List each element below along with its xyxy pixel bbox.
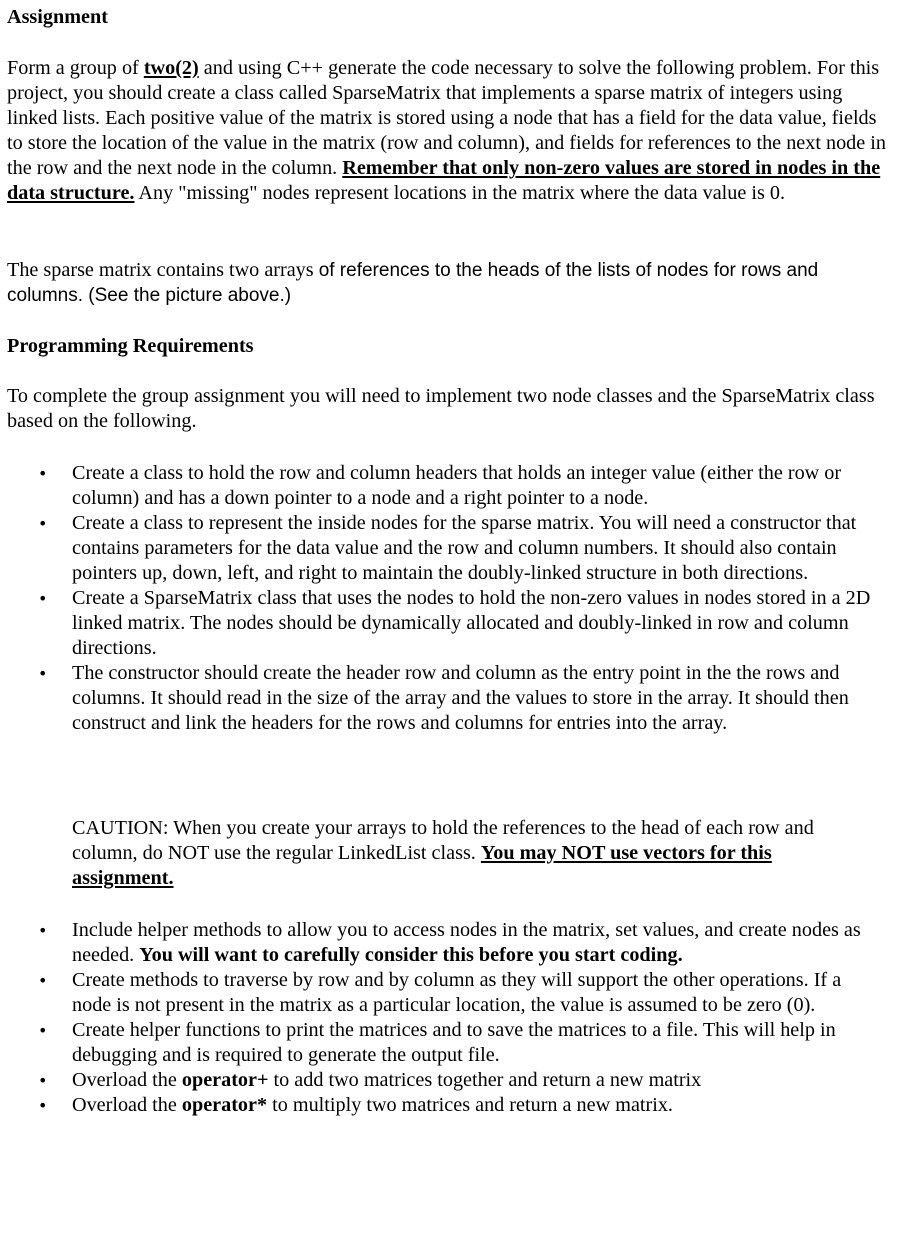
- requirements-list-1: [0, 461, 890, 736]
- list-item: [0, 1068, 872, 1093]
- list-item: • Create a class to represent the inside nodes for the sparse matrix. You will need a constructor that contains parameters for the data value and the row and column numbers. It should also contain pointers up, down, left, and right to maintain the doubly-linked structure in both directions.: [0, 511, 872, 586]
- arrays-paragraph: [7, 258, 887, 308]
- intro-text-1: Form a group of: [7, 57, 144, 79]
- overload-text: Overload the: [72, 1069, 182, 1091]
- intro-text-3: Any "missing" nodes represent locations in the matrix where the data value is 0.: [134, 182, 786, 204]
- list-item: • Create a class to hold the row and column headers that holds an integer value (either the row or column) and has a down pointer to a node and a right pointer to a node.: [0, 461, 872, 511]
- list-item: [0, 1093, 872, 1118]
- list-item: • Create a SparseMatrix class that uses the nodes to hold the non-zero values in nodes stored in a 2D linked matrix. The nodes should be dynamically allocated and doubly-linked in row and column directions.: [0, 586, 872, 661]
- arrays-text-2: of references to the heads of the lists of nodes for rows and columns. (See the picture above.): [7, 260, 819, 306]
- no-vectors-emphasis: You may NOT use vectors for this assignment.: [72, 842, 772, 889]
- requirements-list-2: [0, 918, 890, 1118]
- intro-paragraph: [7, 56, 887, 206]
- overload-text: Overload the: [72, 1094, 182, 1116]
- list-item: [0, 918, 872, 968]
- list-item: • Create methods to traverse by row and by column as they will support the other operations. If a node is not present in the matrix as a particular location, the value is assumed to be zero (0).: [0, 968, 872, 1018]
- consider-emphasis: You will want to carefully consider this before you start coding.: [139, 944, 683, 966]
- heading-assignment: Assignment: [7, 6, 108, 28]
- intro-text-2: and using C++ generate the code necessary to solve the following problem. For this project, you should create a class called SparseMatrix that implements a sparse matrix of integers using linked lists. Each positive value of the matrix is stored using a node that has a field for the data value, fields to store the location of the value in the matrix (row and column), and fields for references to the next node in the row and the next node in the column.: [7, 57, 886, 179]
- list-item: • Create helper functions to print the matrices and to save the matrices to a file. This will help in debugging and is required to generate the output file.: [0, 1018, 872, 1068]
- nonzero-reminder: Remember that only non-zero values are stored in nodes in the data structure.: [7, 157, 881, 204]
- group-size-emphasis: two(2): [143, 57, 199, 79]
- list-item: • The constructor should create the header row and column as the entry point in the the rows and columns. It should read in the size of the array and the values to store in the array. It should then construct and link the headers for the rows and columns for entries into the array.: [0, 661, 872, 736]
- heading-requirements: Programming Requirements: [7, 335, 254, 357]
- helper-methods-text: Include helper methods to allow you to access nodes in the matrix, set values, and create nodes as needed.: [72, 919, 861, 966]
- arrays-text-1: The sparse matrix contains two arrays: [7, 259, 319, 281]
- caution-note: [72, 816, 872, 891]
- operator-multiply: operator*: [181, 1094, 268, 1116]
- caution-text: CAUTION: When you create your arrays to hold the references to the head of each row and column, do NOT use the regular LinkedList class.: [72, 817, 814, 864]
- overload-multiply-desc: to multiply two matrices and return a new matrix.: [267, 1094, 673, 1116]
- operator-plus: operator+: [181, 1069, 269, 1091]
- overload-plus-desc: to add two matrices together and return a new matrix: [268, 1069, 702, 1091]
- requirements-intro: To complete the group assignment you will need to implement two node classes and the SparseMatrix class based on the following.: [7, 385, 875, 432]
